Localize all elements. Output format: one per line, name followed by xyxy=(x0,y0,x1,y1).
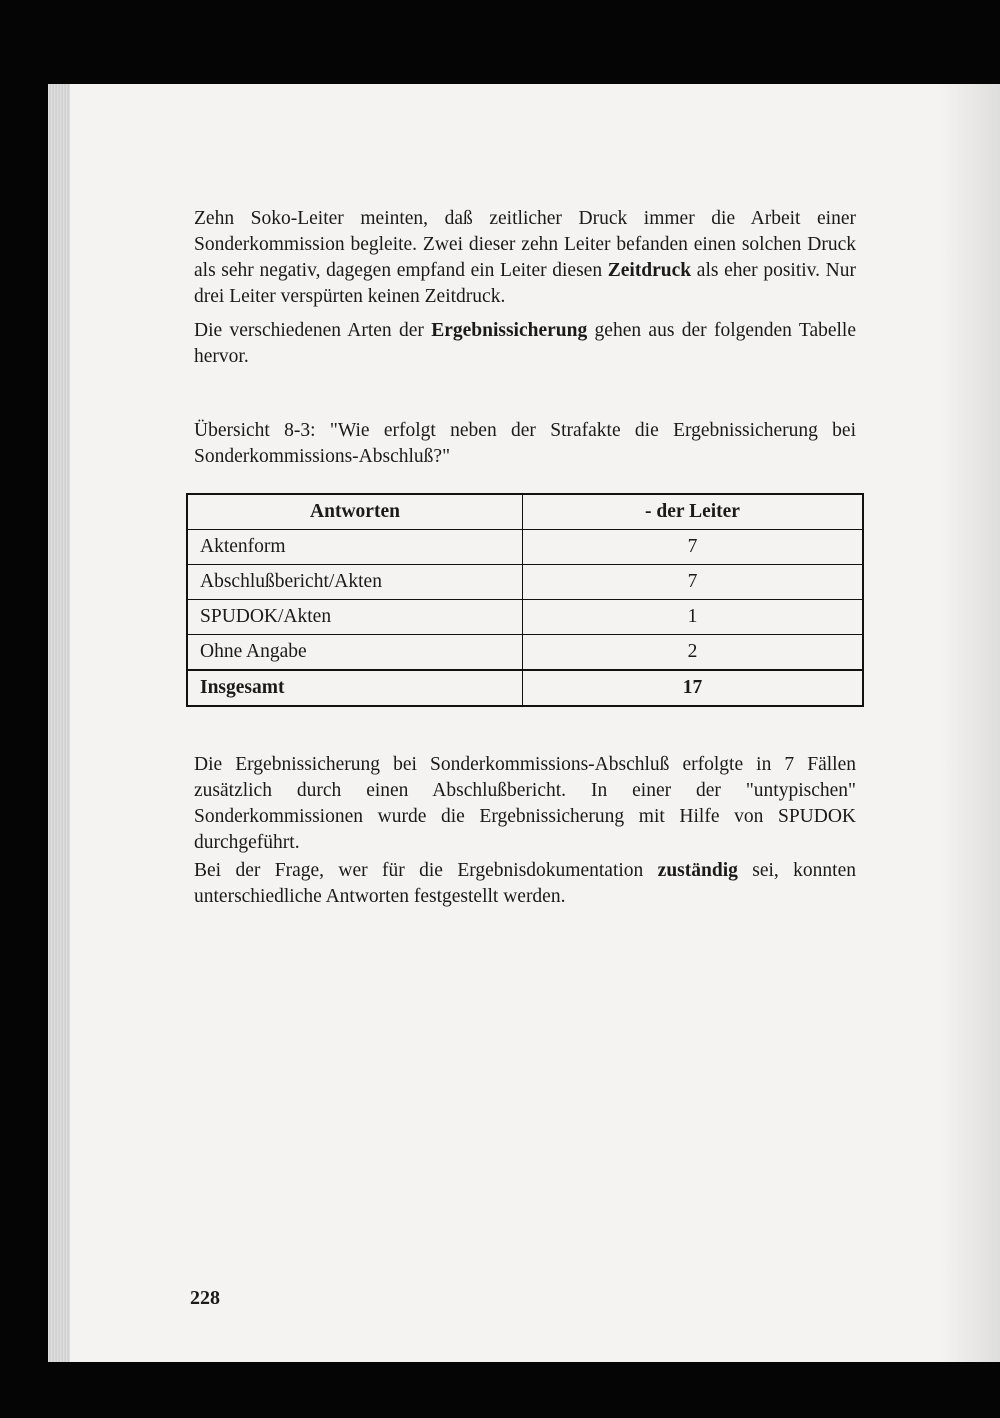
paragraph-text: Die verschiedenen Arten der xyxy=(194,320,432,341)
paragraph-text: als eher positiv. Nur drei Leiter verspürten keinen Zeitdruck. xyxy=(194,260,856,307)
row-value: 2 xyxy=(523,635,864,671)
table-total-row xyxy=(187,670,863,706)
table-row xyxy=(187,565,863,600)
emphasis-zeitdruck: Zeitdruck xyxy=(607,260,692,281)
paragraph-text: gehen aus der folgenden Tabelle hervor. xyxy=(194,320,856,367)
paragraph-ergebnissicherung xyxy=(194,318,856,370)
emphasis-zustaendig: zuständig xyxy=(657,860,738,881)
table-row xyxy=(187,600,863,635)
row-label: SPUDOK/Akten xyxy=(187,600,523,635)
paragraph-zeitdruck xyxy=(194,206,856,310)
total-label: Insgesamt xyxy=(187,670,523,706)
table-row xyxy=(187,530,863,565)
table-header-row xyxy=(187,494,863,530)
page-number: 228 xyxy=(190,1287,220,1309)
row-value: 1 xyxy=(523,600,864,635)
paragraph-text: Zehn Soko-Leiter meinten, daß zeitlicher Druck immer die Arbeit einer Sonderkommission begleite. Zwei dieser zehn Leiter befanden einen solchen Druck als sehr negativ, dagegen empfand ein Leiter diesen xyxy=(194,208,856,281)
row-label: Ohne Angabe xyxy=(187,635,523,671)
row-label: Aktenform xyxy=(187,530,523,565)
row-value: 7 xyxy=(523,565,864,600)
paragraph-zustaendigkeit xyxy=(194,858,856,910)
results-table xyxy=(186,493,864,707)
table-row xyxy=(187,635,863,671)
page-edges xyxy=(48,84,70,1362)
total-value: 17 xyxy=(523,670,864,706)
row-label: Abschlußbericht/Akten xyxy=(187,565,523,600)
paragraph-abschlussbericht: Die Ergebnissicherung bei Sonderkommissions-Abschluß erfolgte in 7 Fällen zusätzlich durch einen Abschlußbericht. In einer der "untypischen" Sonderkommissionen wurde die Ergebnissicherung mit Hilfe von SPUDOK durchgeführt. xyxy=(194,754,856,853)
header-antworten: Antworten xyxy=(187,494,523,530)
page-shadow xyxy=(940,84,1000,1362)
emphasis-ergebnissicherung: Ergebnissicherung xyxy=(431,320,588,341)
paragraph-text: sei, konnten unterschiedliche Antworten festgestellt werden. xyxy=(194,860,856,907)
table-caption: Übersicht 8-3: "Wie erfolgt neben der Strafakte die Ergebnissicherung bei Sonderkommissions-Abschluß?" xyxy=(194,420,856,467)
book-page xyxy=(48,84,1000,1362)
paragraph-text: Bei der Frage, wer für die Ergebnisdokumentation xyxy=(194,860,658,881)
row-value: 7 xyxy=(523,530,864,565)
header-leiter: - der Leiter xyxy=(523,494,864,530)
